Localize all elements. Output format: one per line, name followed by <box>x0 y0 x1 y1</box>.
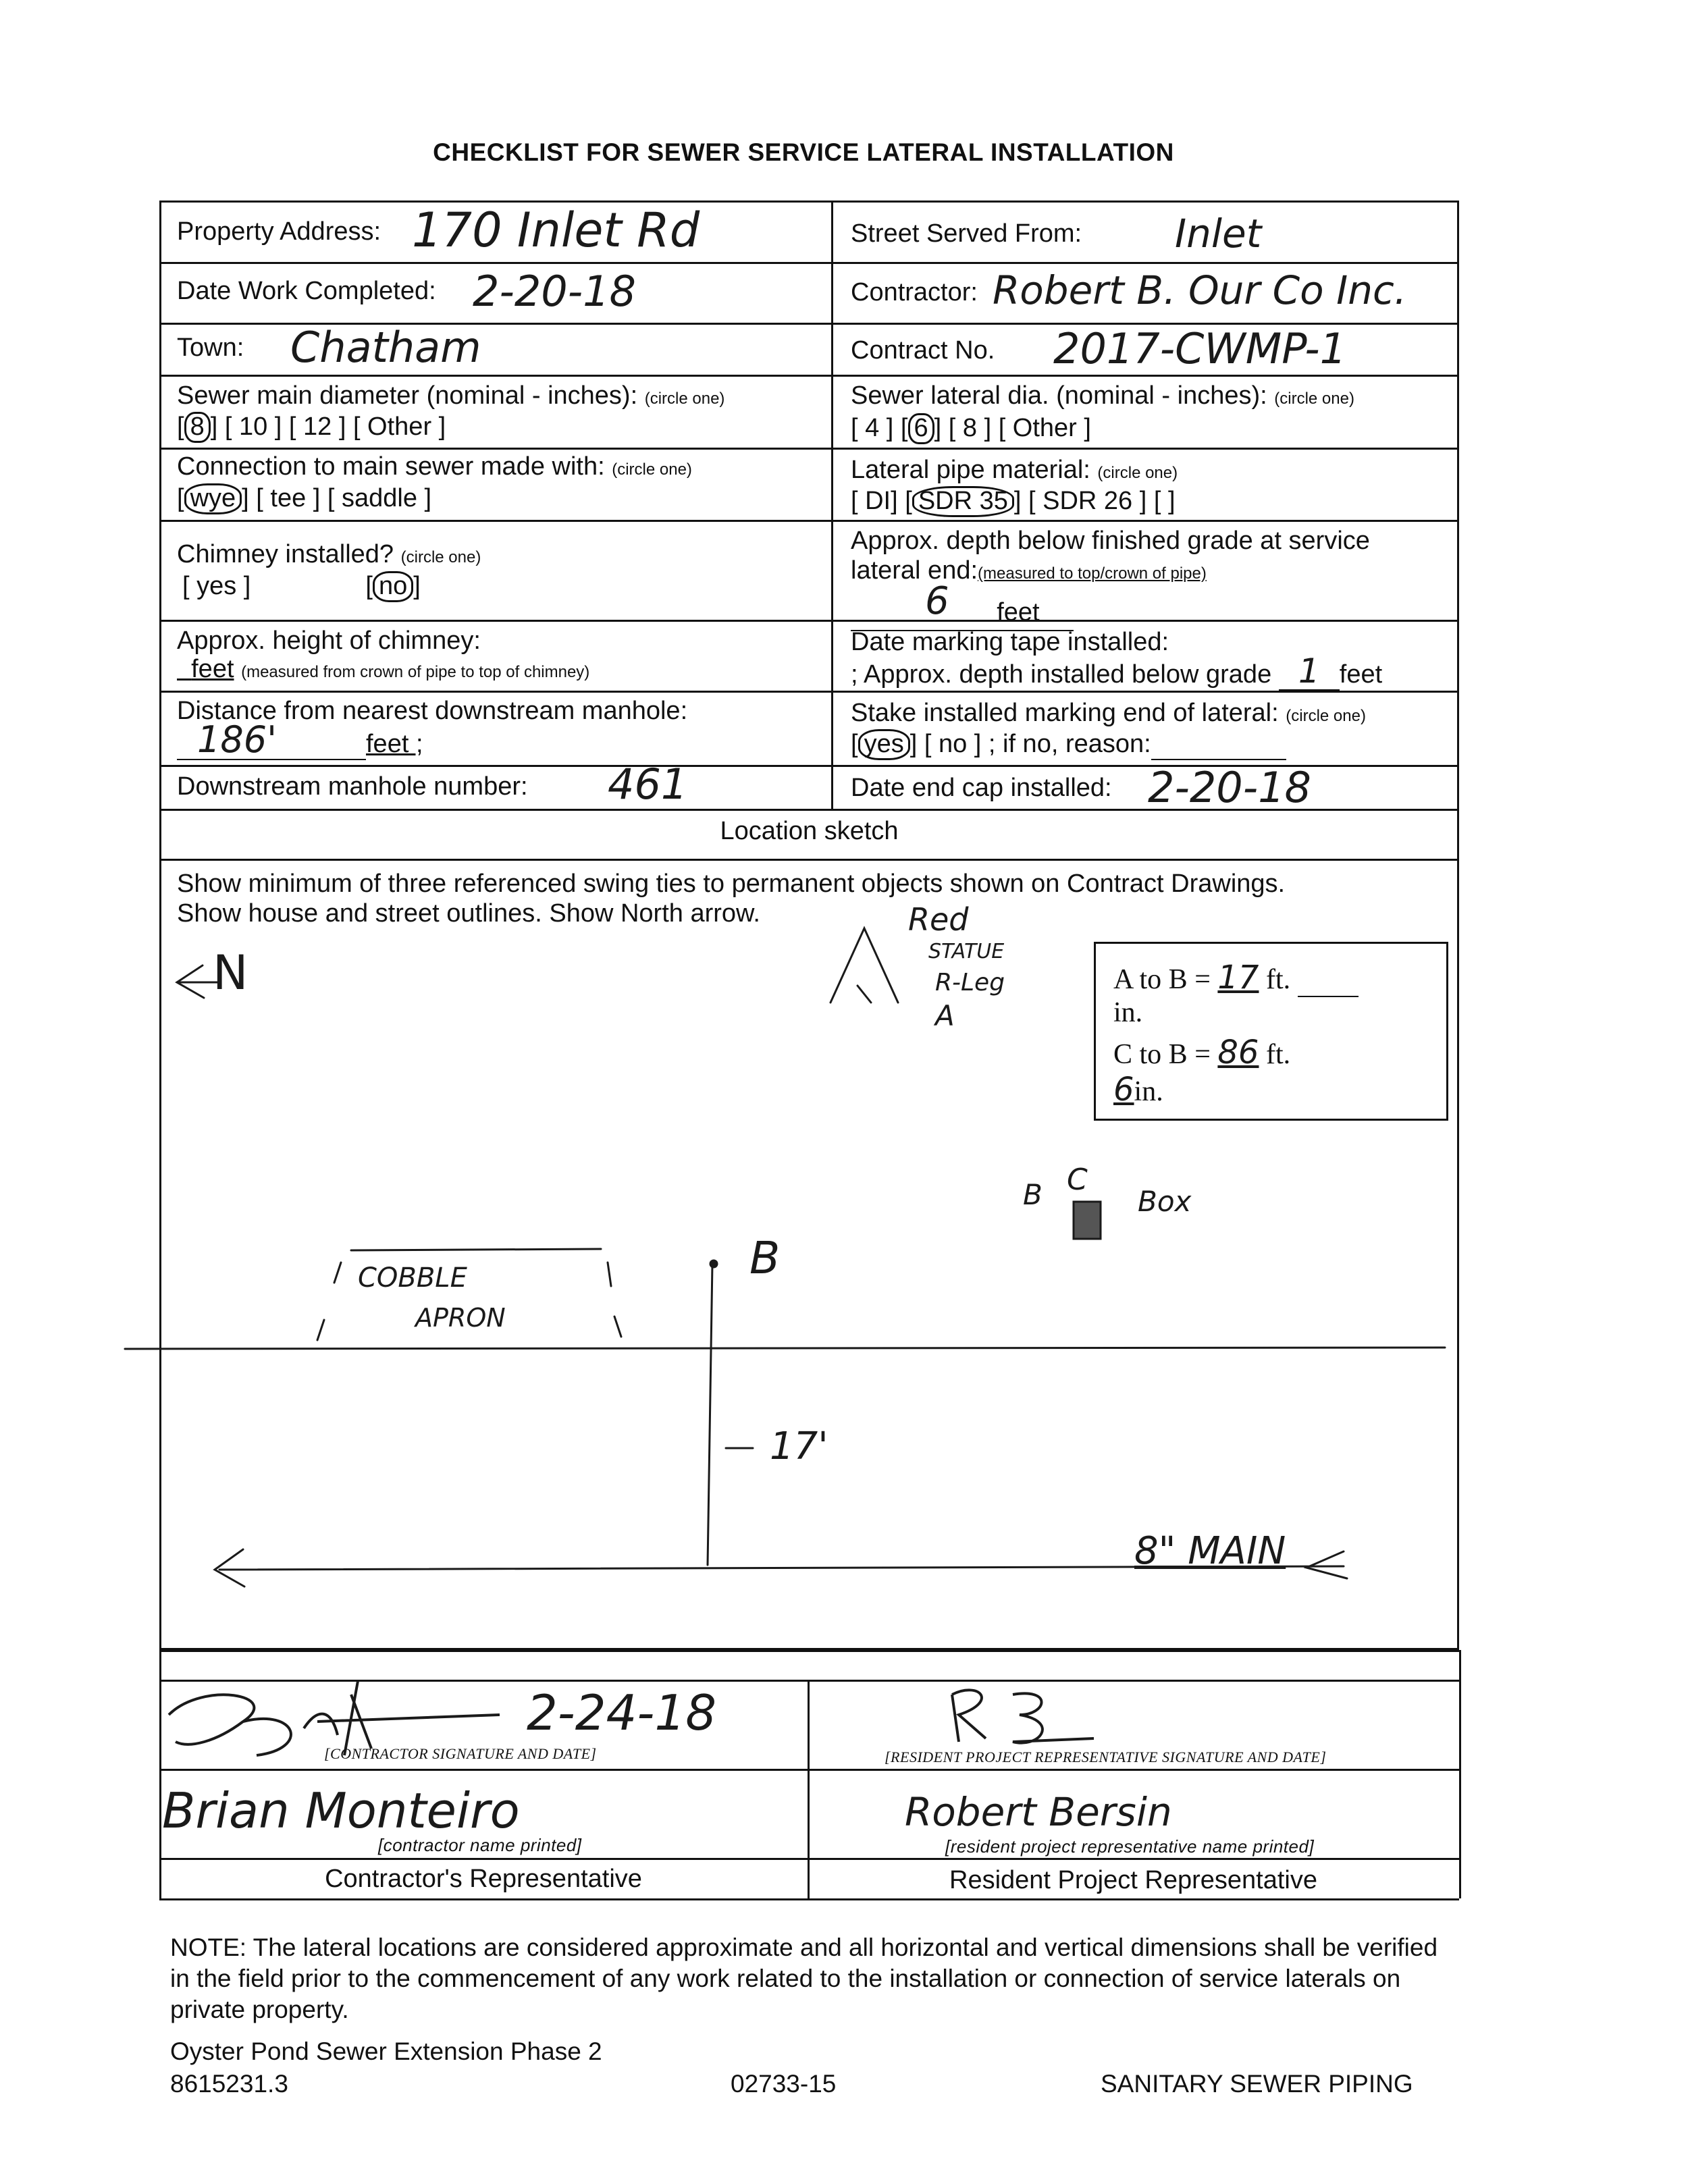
lateral-end-point <box>710 1260 717 1267</box>
town-label: Town: <box>177 334 244 362</box>
resident-rep-label: Resident Project Representative <box>949 1866 1317 1894</box>
sketch-instructions-2: Show house and street outlines. Show North arrow. <box>177 899 760 928</box>
tape-depth-value: 1 <box>1298 651 1320 691</box>
tie-c-to-b-ft: 86 <box>1217 1034 1259 1071</box>
box-marker <box>1074 1202 1101 1239</box>
chimney-selected: no <box>373 571 413 602</box>
pipe-material-label: Lateral pipe material: (circle one) <box>851 456 1178 484</box>
cobble-label: COBBLE <box>358 1262 467 1294</box>
pipe-material-options: [ DI] [ SDR 35 ] [ SDR 26 ] [ ] <box>851 486 1176 517</box>
dimension-17-label: 17' <box>770 1424 828 1468</box>
statue-label-4: A <box>935 999 955 1032</box>
tie-a-to-b-ft: 17 <box>1217 959 1259 996</box>
depth-value-row: 6 feet <box>851 586 1074 631</box>
property-address-value: 170 Inlet Rd <box>412 203 700 258</box>
connection-options: [ wye ] [ tee ] [ saddle ] <box>177 483 431 514</box>
property-address-label: Property Address: <box>177 217 381 246</box>
street-served-value: Inlet <box>1175 211 1262 257</box>
connection-label: Connection to main sewer made with: (circle one) <box>177 452 692 481</box>
date-completed-value: 2-20-18 <box>473 267 636 316</box>
distance-row: 186' feet ; <box>177 727 423 760</box>
main-arrow-right-icon <box>1307 1551 1347 1578</box>
stake-selected: yes <box>858 729 910 760</box>
date-completed-label: Date Work Completed: <box>177 277 436 305</box>
depth-label-1: Approx. depth below finished grade at service <box>851 527 1370 555</box>
chimney-label: Chimney installed? (circle one) <box>177 540 481 568</box>
box-label-c: C <box>1067 1163 1088 1197</box>
box-label-b: B <box>1023 1178 1043 1211</box>
footer-page: 02733-15 <box>731 2070 837 2098</box>
chimney-height-label: Approx. height of chimney: <box>177 627 481 655</box>
main-dia-options: [ 8 ] [ 10 ] [ 12 ] [ Other ] <box>177 412 446 443</box>
resident-name-caption: [resident project representative name printed] <box>945 1836 1315 1857</box>
contractor-sign-caption: [CONTRACTOR SIGNATURE AND DATE] <box>324 1745 597 1762</box>
main-arrow-left-icon <box>215 1549 244 1587</box>
main-dia-selected: 8 <box>184 412 211 443</box>
main-dia-label: Sewer main diameter (nominal - inches): (circle one) <box>177 381 725 410</box>
swing-ties-box: A to B = 17 ft. in. C to B = 86 ft. 6in. <box>1094 942 1448 1121</box>
location-sketch-header: Location sketch <box>720 817 899 845</box>
tie-c-to-b-in: 6 <box>1113 1071 1134 1109</box>
depth-label-2: lateral end:(measured to top/crown of pipe) <box>851 556 1207 585</box>
point-b-label: B <box>749 1232 781 1284</box>
box-label: Box <box>1138 1185 1192 1218</box>
tape-label: Date marking tape installed: <box>851 628 1169 656</box>
street-served-label: Street Served From: <box>851 219 1082 248</box>
statue-icon <box>830 928 898 1003</box>
pipe-material-selected: SDR 35 <box>912 486 1014 517</box>
manhole-label: Downstream manhole number: <box>177 772 528 801</box>
depth-value: 6 <box>925 579 949 623</box>
contract-no-label: Contract No. <box>851 336 995 365</box>
town-value: Chatham <box>290 323 481 372</box>
contractor-name-caption: [contractor name printed] <box>378 1835 582 1855</box>
contract-no-value: 2017-CWMP-1 <box>1053 324 1347 373</box>
tape-depth-row: ; Approx. depth installed below grade 1 feet <box>851 651 1383 691</box>
north-arrow-icon <box>177 965 217 998</box>
street-line <box>125 1348 1445 1349</box>
footer-project: Oyster Pond Sewer Extension Phase 2 <box>170 2037 602 2065</box>
distance-label: Distance from nearest downstream manhole: <box>177 697 688 725</box>
contractor-label: Contractor: <box>851 278 978 307</box>
distance-value: 186' <box>197 718 277 761</box>
resident-sign-caption: [RESIDENT PROJECT REPRESENTATIVE SIGNATURE AND DATE] <box>885 1749 1327 1765</box>
form-title: CHECKLIST FOR SEWER SERVICE LATERAL INSTALLATION <box>433 138 1174 166</box>
lateral-dia-selected: 6 <box>908 413 934 444</box>
chimney-height-row: feet (measured from crown of pipe to top of chimney) <box>191 655 590 683</box>
statue-label-3: R-Leg <box>935 969 1005 996</box>
contractor-name-handwritten: Brian Monteiro <box>162 1782 520 1839</box>
footer-doc-no: 8615231.3 <box>170 2070 288 2098</box>
stake-row: [ yes ] [ no ] ; if no, reason: <box>851 729 1286 760</box>
statue-label-2: STATUE <box>928 940 1005 963</box>
contractor-rep-label: Contractor's Representative <box>325 1865 642 1893</box>
contractor-sign-date: 2-24-18 <box>527 1684 717 1741</box>
end-cap-value: 2-20-18 <box>1148 763 1311 812</box>
sketch-instructions-1: Show minimum of three referenced swing ties to permanent objects shown on Contract Drawings. <box>177 870 1286 898</box>
stake-label: Stake installed marking end of lateral: (circle one) <box>851 699 1366 727</box>
lateral-dia-options: [ 4 ] [ 6 ] [ 8 ] [ Other ] <box>851 413 1091 444</box>
resident-signature <box>939 1674 1128 1755</box>
connection-selected: wye <box>184 483 242 514</box>
manhole-value: 461 <box>608 760 688 809</box>
footer-section: SANITARY SEWER PIPING <box>1101 2070 1413 2098</box>
contractor-value: Robert B. Our Co Inc. <box>993 267 1407 313</box>
north-label: N <box>213 945 248 1001</box>
apron-label: APRON <box>415 1303 506 1333</box>
lateral-line <box>708 1264 712 1565</box>
resident-name-handwritten: Robert Bersin <box>905 1789 1172 1835</box>
sewer-main-label: 8" MAIN <box>1134 1529 1286 1573</box>
statue-label-1: Red <box>908 901 969 938</box>
note-paragraph: NOTE: The lateral locations are considered approximate and all horizontal and vertical dimensions shall be verified in the field prior to the commencement of any work related to the installation or connection of service laterals on private property. <box>170 1934 1438 2023</box>
end-cap-label: Date end cap installed: <box>851 774 1112 802</box>
lateral-dia-label: Sewer lateral dia. (nominal - inches): (circle one) <box>851 381 1354 410</box>
chimney-options: [ yes ] [ no ] <box>182 571 421 602</box>
